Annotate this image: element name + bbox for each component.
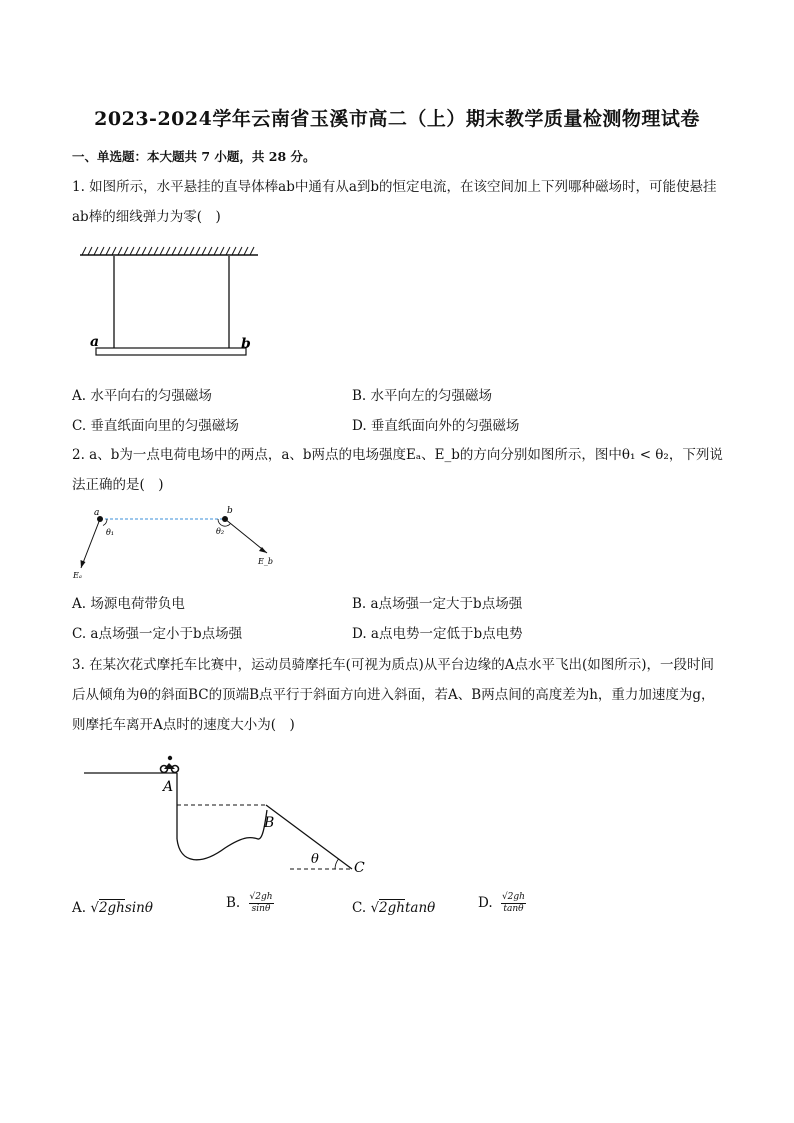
label-theta: θ bbox=[311, 852, 319, 867]
label-eb: E_b bbox=[258, 557, 273, 566]
q3-option-d-denominator: tanθ bbox=[503, 904, 524, 914]
q3-option-c-radicand: 2gh bbox=[379, 900, 405, 916]
q1-option-c[interactable]: C. 垂直纸面向里的匀强磁场 bbox=[72, 418, 239, 434]
field-ea-arrow bbox=[81, 560, 86, 568]
label-ea: Eₐ bbox=[73, 571, 82, 580]
q1-option-a[interactable]: A. 水平向右的匀强磁场 bbox=[72, 388, 212, 404]
label-C: C bbox=[354, 860, 365, 876]
label-a: a bbox=[94, 508, 100, 518]
q3-option-d-numerator: √2gh bbox=[501, 892, 525, 902]
q3-option-a-radicand: 2gh bbox=[98, 900, 125, 916]
slope-bc bbox=[266, 805, 352, 869]
q2-option-d[interactable]: D. a点电势一定低于b点电势 bbox=[352, 626, 523, 642]
question-1-stem: 1. 如图所示，水平悬挂的直导体棒ab中通有从a到b的恒定电流，在该空间加上下列哪种磁场时，可能使悬挂ab棒的细线弹力为零( ) bbox=[72, 179, 717, 225]
q3-option-a-radical: √ bbox=[90, 900, 99, 916]
field-ea bbox=[81, 519, 100, 568]
q2-option-c[interactable]: C. a点场强一定小于b点场强 bbox=[72, 626, 243, 642]
q3-option-b-numerator: √2gh bbox=[249, 892, 273, 902]
ceiling-hatch bbox=[82, 247, 254, 255]
q3-option-a-prefix: A. bbox=[72, 900, 87, 916]
q3-option-b-denominator: sinθ bbox=[251, 904, 271, 914]
q3-option-a[interactable] bbox=[72, 900, 153, 916]
field-eb bbox=[225, 519, 267, 553]
q3-option-d-prefix: D. bbox=[478, 895, 493, 911]
question-3-figure bbox=[80, 755, 380, 880]
q2-option-b[interactable]: B. a点场强一定大于b点场强 bbox=[352, 596, 523, 612]
q3-option-c-radical: √ bbox=[370, 900, 380, 916]
q3-option-b-prefix: B. bbox=[226, 895, 241, 911]
label-theta2: θ₂ bbox=[216, 527, 225, 536]
q3-option-d[interactable] bbox=[478, 892, 526, 915]
motorcycle-icon bbox=[161, 756, 179, 773]
page-title: 2023-2024学年云南省玉溪市高二（上）期末教学质量检测物理试卷 bbox=[94, 108, 700, 130]
label-b: b bbox=[227, 506, 233, 516]
q3-option-c-prefix: C. bbox=[352, 900, 367, 916]
rod-end-b: b bbox=[241, 336, 251, 352]
label-B: B bbox=[264, 815, 275, 831]
q3-option-a-trig: sinθ bbox=[124, 900, 153, 916]
rod-end-a: a bbox=[90, 334, 100, 350]
section-heading: 一、单选题：本大题共 7 小题，共 28 分。 bbox=[72, 149, 316, 164]
q2-option-a[interactable]: A. 场源电荷带负电 bbox=[72, 596, 185, 612]
question-2-stem: 2. a、b为一点电荷电场中的两点，a、b两点的电场强度Eₐ、E_b的方向分别如图所示，图中θ₁ < θ₂，下列说法正确的是( ) bbox=[72, 447, 723, 493]
q1-option-d[interactable]: D. 垂直纸面向外的匀强磁场 bbox=[352, 418, 520, 434]
q3-option-c[interactable] bbox=[352, 900, 435, 916]
q3-option-b[interactable] bbox=[226, 892, 274, 915]
angle-theta bbox=[335, 859, 339, 869]
valley-curve bbox=[177, 810, 267, 860]
question-3-stem: 3. 在某次花式摩托车比赛中，运动员骑摩托车(可视为质点)从平台边缘的A点水平飞出(如图所示)，一段时间后从倾角为θ的斜面BC的顶端B点平行于斜面方向进入斜面，若A、B两点间的高度差为h，重力加速度为g，则摩托车离开A点时的速度大小为( ) bbox=[72, 657, 715, 733]
q3-option-c-trig: tanθ bbox=[404, 900, 436, 916]
question-1-figure bbox=[76, 242, 262, 362]
q1-option-b[interactable]: B. 水平向左的匀强磁场 bbox=[352, 388, 493, 404]
label-A: A bbox=[163, 779, 174, 795]
conductor-rod bbox=[96, 348, 246, 355]
question-2-figure bbox=[70, 502, 280, 586]
angle-theta1 bbox=[103, 519, 107, 526]
label-theta1: θ₁ bbox=[106, 528, 115, 537]
